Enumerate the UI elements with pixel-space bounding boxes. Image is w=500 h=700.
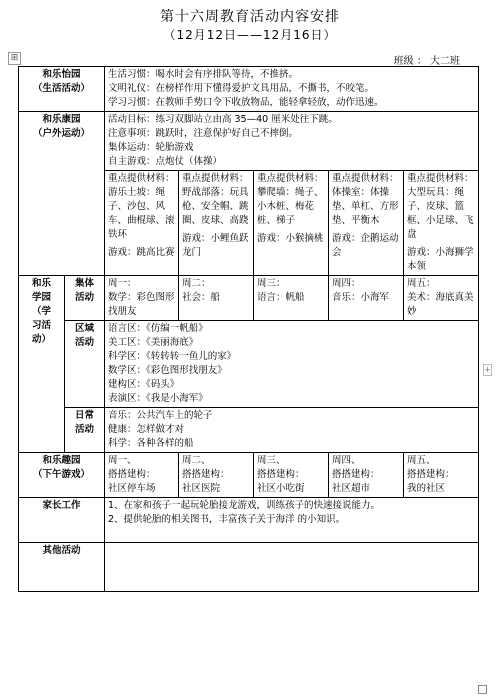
heyi-content [105,67,479,112]
heyi-line: 文明礼仪：在榜样作用下懂得爱护文具用品，不撕书，不咬笔。 [108,83,375,94]
date-range: （12月12日——12月16日） [163,28,337,42]
qu-day-4: 周四、 搭搭建构： 社区超市 [329,453,404,498]
daily-line: 科学：各种各样的船 [108,438,194,449]
kang-material-3: 重点提供材料： 攀爬墙：绳子、小木桩、梅花桩、梯子 游戏：小猴摘桃 [254,171,329,276]
section-qu-label: 和乐趣园 （下午游戏） [19,453,105,498]
kang-goals [105,112,479,171]
kang-line: 注意事项：跳跃时，注意保护好自己不摔倒。 [108,128,299,139]
area-line: 数学区：《彩色图形找朋友》 [108,365,227,376]
row-parents [19,498,479,543]
qu-day-2: 周二、 搭搭建构： 社区医院 [179,453,254,498]
qu-day-1: 周一、 搭搭建构： 社区停车场 [105,453,179,498]
page-title: 第十六周教育活动内容安排 [160,9,340,25]
section-xue-label: 和乐 学园 （学 习活 动） [19,276,65,453]
area-line: 表演区：《我是小海军》 [108,393,208,404]
section-kang-label: 和乐康园 （户外运动） [19,112,105,276]
heyi-line: 生活习惯：喝水时会有序排队等待，不推挤。 [108,69,299,80]
kang-line: 活动目标：练习双脚站立由高 35—40 厘米处往下跳。 [108,114,338,125]
daily-content [105,408,479,453]
area-line: 建构区：《码头》 [108,379,180,390]
qu-day-5: 周五、 搭搭建构： 我的社区 [404,453,479,498]
daily-line: 音乐：公共汽车上的轮子 [108,410,213,421]
area-content [105,321,479,408]
collective-label: 集体 活动 [65,276,105,321]
section-parents-label: 家长工作 [19,498,105,543]
daily-label: 日常 活动 [65,408,105,453]
row-kang-goals [19,112,479,171]
section-other-label: 其他活动 [19,543,105,592]
parents-line: 1、在家和孩子一起玩轮胎接龙游戏，训练孩子的快速接说能力。 [108,500,381,511]
parents-content [105,498,479,543]
row-xue-collective [19,276,479,321]
daily-line: 健康：怎样做才对 [108,424,185,435]
table-resize-handle[interactable] [478,685,487,694]
collective-day-4: 周四： 音乐：小海军 [329,276,404,321]
heyi-line: 学习习惯：在教师手势口令下收放物品，能轻拿轻放，动作迅速。 [108,97,384,108]
move-icon: ⊞ [10,53,19,63]
area-line: 语言区：《仿编一帆船》 [108,323,208,334]
qu-day-3: 周三、 搭搭建构： 社区小吃街 [254,453,329,498]
row-xue-daily [19,408,479,453]
table-move-handle[interactable] [8,52,21,65]
row-other [19,543,479,592]
other-content [105,543,479,592]
collective-day-2: 周二： 社会：船 [179,276,254,321]
row-qu [19,453,479,498]
parents-line: 2、提供轮胎的相关图书，丰富孩子关于海洋 的小知识。 [108,514,346,525]
kang-line: 自主游戏：点炮仗（体操） [108,156,223,167]
add-row-handle[interactable] [483,364,492,376]
schedule-table [18,66,479,592]
collective-day-5: 周五： 美术：海底真美妙 [404,276,479,321]
add-icon: + [484,365,491,374]
row-xue-area [19,321,479,408]
area-line: 科学区：《转转转一鱼儿的家》 [108,351,237,362]
collective-day-1: 周一： 数学：彩色图形找朋友 [105,276,179,321]
kang-line: 集体运动：轮胎游戏 [108,142,194,153]
kang-material-2: 重点提供材料： 野战部落：玩具枪、安全帽、跳圈、皮球、高跷 游戏：小鲤鱼跃龙门 [179,171,254,276]
collective-day-3: 周三： 语言：帆船 [254,276,329,321]
area-label: 区域 活动 [65,321,105,408]
row-heyi [19,67,479,112]
kang-material-4: 重点提供材料： 体操室：体操垫、单杠、方形垫、平衡木 游戏：企鹅运动会 [329,171,404,276]
class-label: 班级 ： 大二班 [393,56,460,67]
section-heyi-label: 和乐怡园 （生活活动） [19,67,105,112]
kang-material-1: 重点提供材料： 游乐土坡：绳子、沙包、风车、曲棍球、滚铁环 游戏：跳高比赛 [105,171,179,276]
area-line: 美工区：《美丽海底》 [108,337,199,348]
kang-material-5: 重点提供材料： 大型玩具：绳子、皮球、篮框、小足球、飞盘 游戏：小海狮学本领 [404,171,479,276]
